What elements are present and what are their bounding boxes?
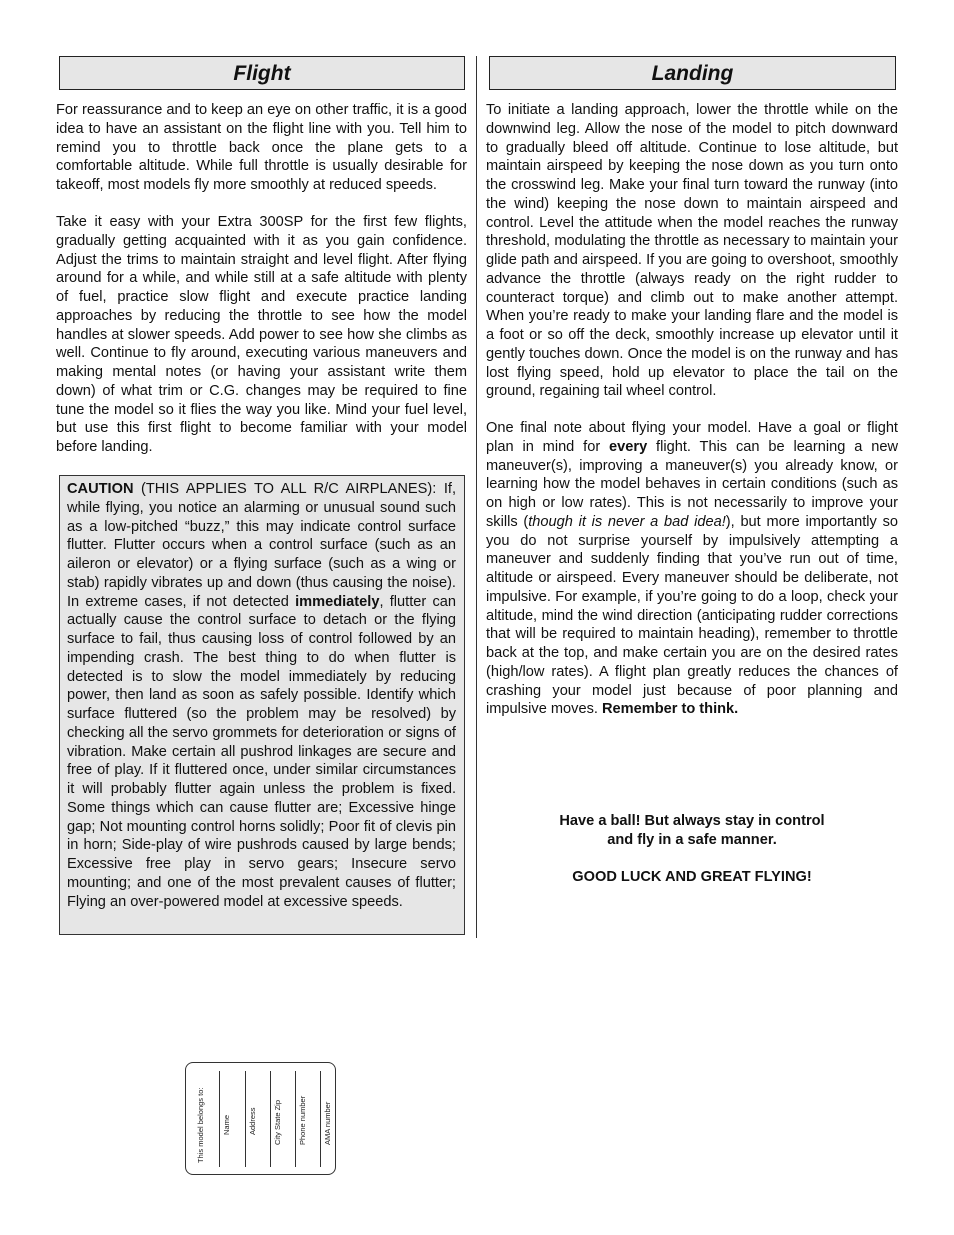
ownership-id-card bbox=[185, 1062, 336, 1175]
caution-label: CAUTION bbox=[67, 481, 134, 497]
id-card-line-phone bbox=[295, 1071, 296, 1167]
landing-p2-every: every bbox=[609, 438, 648, 455]
landing-paragraph-1: To initiate a landing approach, lower the throttle while on the downwind leg. Allow the nose of the model to pitch downward to gradually bleed off altitude. Continue to lose altitude, but maintain airspeed by keeping the nose down as you turn onto the crosswind leg. Make your final turn toward the runway (into the wind) keeping the nose down to maintain airspeed and control. Level the attitude when the model reaches the runway threshold, modulating the throttle as necessary to maintain your glide path and airspeed. If you are going to overshoot, smoothly advance the throttle (always ready on the right rudder to counteract torque) and climb out to make another attempt. When you’re ready to make your landing flare and the model is a foot or so off the deck, smoothly increase up elevator until it gently touches down. Once the model is on the runway and has lost flying speed, hold up elevator to place the tail on the ground, regaining tail wheel control. bbox=[486, 102, 898, 400]
id-card-field-name: Name bbox=[222, 1114, 231, 1135]
id-card-field-city: City State Zip bbox=[273, 1099, 282, 1145]
landing-paragraph-2 bbox=[486, 419, 898, 719]
id-card-line-name bbox=[219, 1071, 220, 1167]
id-card-field-address: Address bbox=[248, 1107, 257, 1135]
closing-line-1: Have a ball! But always stay in control bbox=[559, 813, 825, 829]
id-card-line-ama bbox=[320, 1071, 321, 1167]
flight-paragraph-1: For reassurance and to keep an eye on other traffic, it is a good idea to have an assistant on the flight line with you. Tell him to remind you to throttle back once the plane gets to a comfortable altitude. While full throttle is usually desirable for takeoff, most models fly more smoothly at reduced speeds. bbox=[56, 102, 467, 193]
caution-emphasis: immediately bbox=[295, 593, 380, 610]
landing-p2-text-c: ), but more importantly so you do not surprise yourself by impulsively attempting a maneuver and suddenly finding that you’ve run out of time, altitude or airspeed. Every maneuver should be deliberate, not impulsive. For example, if you’re going to do a loop, check your altitude, mind the wind direction (anticipating rudder corrections that will be required to maintain heading), remember to throttle back at the top, and make certain you are on the desired rates (high/low rates). A flight plan greatly reduces the chances of crashing your model just because of poor planning and impulsive moves. bbox=[486, 513, 898, 718]
caution-text-a: (THIS APPLIES TO ALL R/C AIRPLANES): If, while flying, you notice an alarming or unusual sound such as a low-pitched “buzz,” this may indicate control surface flutter. Flutter occurs when a control surface (such as an aileron or elevator) or a flying surface (such as a wing or stab) rapidly vibrates up and down (thus causing the noise). In extreme cases, if not detected bbox=[67, 481, 456, 610]
landing-p2-italic: though it is never a bad idea! bbox=[528, 513, 726, 530]
closing-slogan: GOOD LUCK AND GREAT FLYING! bbox=[572, 869, 812, 885]
id-card-title: This model belongs to: bbox=[196, 1087, 205, 1163]
landing-p2-text-b: flight. This can be learning a new maneuver(s), improving a maneuver(s) you already know, or learning how the model behaves in certain conditions (such as on high or low rates). This is not necessarily to improve your skills ( bbox=[486, 438, 898, 530]
id-card-line-address bbox=[245, 1071, 246, 1167]
id-card-field-ama: AMA number bbox=[323, 1101, 332, 1145]
flight-paragraph-2: Take it easy with your Extra 300SP for the first few flights, gradually getting acquainted with it as you gain confidence. Adjust the trims to maintain straight and level flight. After flying around for a while, and while still at a safe altitude with plenty of fuel, practice slow flight and execute practice landing approaches by reducing the throttle to see how the model handles at slower speeds. Add power to see how she climbs as well. Continue to fly around, executing various maneuvers and making mental notes (or having your assistant write them down) of what trim or C.G. changes may be required to fine tune the model so it flies the way you like. Mind your fuel level, but use this first flight to become familiar with your model before landing. bbox=[56, 214, 467, 455]
landing-p2-remember: Remember to think. bbox=[601, 701, 739, 718]
flight-heading: Flight bbox=[59, 56, 465, 90]
landing-heading: Landing bbox=[489, 56, 896, 90]
closing-line-2: and fly in a safe manner. bbox=[607, 832, 777, 848]
id-card-field-phone: Phone number bbox=[298, 1095, 307, 1145]
landing-p2-text-a: One final note about flying your model. Have a goal or flight plan in mind for bbox=[486, 420, 898, 455]
id-card-line-city bbox=[270, 1071, 271, 1167]
column-divider bbox=[476, 56, 477, 938]
caution-text-b: , flutter can actually cause the control surface to detach or the flying surface to fail, thus causing loss of control followed by an impending crash. The best thing to do when flutter is detected is to slow the model immediately by reducing power, then land as soon as safely possible. Identify which surface fluttered (so the problem may be resolved) by checking all the servo grommets for deterioration or signs of vibration. Make certain all pushrod linkages are secure and free of play. If it fluttered once, under similar circumstances it will probably flutter again unless the problem is fixed. Some things which can cause flutter are; Excessive hinge gap; Not mounting control horns solidly; Poor fit of clevis pin in horn; Side-play of wire pushrods caused by large bends; Excessive free play in servo gears; Insecure servo mounting; and one of the most prevalent causes of flutter; Flying an over-powered model at excessive speeds. bbox=[67, 593, 456, 910]
closing-message bbox=[490, 812, 894, 850]
caution-text bbox=[67, 480, 456, 911]
